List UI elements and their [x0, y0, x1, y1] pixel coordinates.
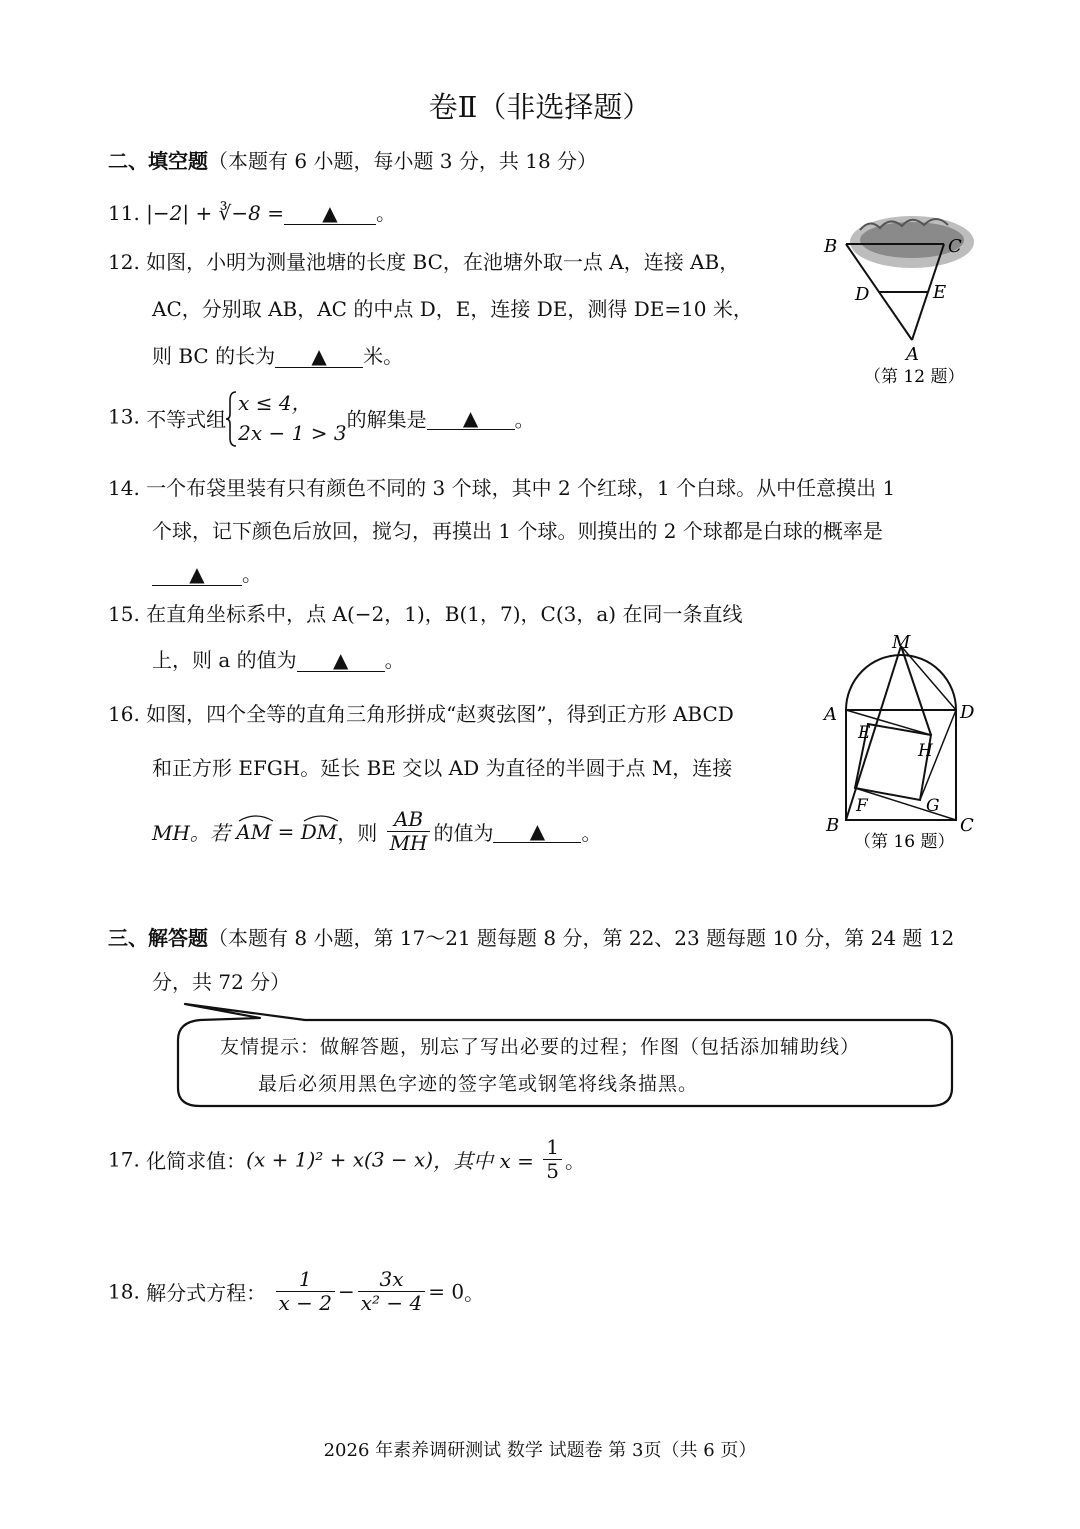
q16-fraction — [387, 808, 431, 855]
q16-text-3: MH。若 — [152, 821, 230, 845]
label-m: M — [892, 632, 911, 653]
fraction-numerator: 1 — [276, 1268, 335, 1292]
figure-16-zhao-shuang-diagram — [818, 628, 986, 858]
line-md — [901, 646, 956, 710]
question-15-line2 — [152, 644, 405, 673]
q15-number: 15. — [108, 602, 140, 626]
q12-unit: 米。 — [363, 344, 404, 368]
label-e: E — [933, 282, 947, 303]
label-b: B — [826, 815, 840, 836]
fraction-numerator: 3x — [358, 1268, 426, 1292]
q12-number: 12. — [108, 250, 140, 274]
q18-fraction-1 — [276, 1268, 335, 1315]
label-h: H — [918, 741, 933, 761]
question-18 — [108, 1268, 484, 1315]
q18-end: 。 — [464, 1281, 485, 1305]
label-e: E — [858, 723, 871, 743]
q18-pre: 解分式方程： — [146, 1281, 267, 1305]
q12-text-3: 则 BC 的长为 — [152, 344, 276, 368]
q13-end: 。 — [514, 407, 535, 432]
semicircle-arc — [846, 655, 956, 710]
q16-number: 16. — [108, 702, 140, 726]
label-g: G — [926, 796, 940, 816]
q16-equals: = — [277, 819, 295, 844]
q18-minus: − — [338, 1279, 355, 1304]
q15-text-1: 在直角坐标系中，点 A(−2，1)，B(1，7)，C(3，a) 在同一条直线 — [146, 602, 743, 626]
label-d: D — [855, 284, 870, 305]
line-cf — [855, 788, 956, 820]
figure-12-caption: （第 12 题） — [864, 367, 965, 387]
label-c: C — [948, 236, 962, 257]
q13-post: 的解集是 — [346, 407, 427, 432]
question-15-line1 — [108, 598, 742, 627]
section-2-note: （本题有 6 小题，每小题 3 分，共 18 分） — [208, 149, 598, 173]
section-2-label: 二、填空题 — [108, 149, 208, 173]
q17-end: 。 — [564, 1149, 585, 1173]
q11-expression: |−2| + ∛−8 = — [146, 201, 284, 225]
q14-end: 。 — [242, 562, 262, 586]
fraction-numerator: 1 — [543, 1136, 562, 1160]
q17-number: 17. — [108, 1147, 140, 1172]
q13-system — [226, 388, 346, 448]
section-2-heading — [108, 145, 597, 174]
page-title: 卷Ⅱ（非选择题） — [428, 90, 652, 124]
q14-text-1: 一个布袋里装有只有颜色不同的 3 个球，其中 2 个红球，1 个白球。从中任意摸出 1 — [146, 476, 896, 500]
q13-answer-blank[interactable]: ▲ — [427, 407, 515, 430]
q14-text-2: 个球，记下颜色后放回，搅匀，再摸出 1 个球。则摸出的 2 个球都是白球的概率是 — [152, 519, 883, 543]
q14-number: 14. — [108, 476, 140, 500]
label-d: D — [960, 702, 975, 723]
section-3-note-1: （本题有 8 小题，第 17～21 题每题 8 分，第 22、23 题每题 10 分，第 24 题 12 — [208, 926, 955, 950]
section-3-note-2: 分，共 72 分） — [152, 970, 291, 994]
q13-pre: 不等式组 — [146, 407, 227, 432]
arc-dm-label: DM — [300, 819, 338, 844]
q13-number: 13. — [108, 404, 140, 429]
label-a: A — [824, 704, 837, 725]
q18-fraction-2 — [358, 1268, 426, 1315]
question-16-line1 — [108, 698, 734, 727]
figure-12-pond-diagram — [820, 200, 980, 390]
q12-text-1: 如图，小明为测量池塘的长度 BC，在池塘外取一点 A，连接 AB， — [146, 250, 740, 274]
q11-number: 11. — [108, 201, 140, 225]
q16-mid-text: ，则 — [337, 821, 378, 845]
q15-text-2: 上，则 a 的值为 — [152, 648, 297, 672]
arc-dm — [301, 820, 338, 844]
q16-text-2: 和正方形 EFGH。延长 BE 交以 AD 为直径的半圆于点 M，连接 — [152, 756, 733, 780]
fraction-numerator: AB — [387, 808, 431, 832]
q17-expression: (x + 1)² + x(3 − x) — [246, 1147, 434, 1172]
arc-am-label: AM — [236, 819, 272, 844]
fraction-denominator: 5 — [546, 1159, 559, 1183]
q15-answer-blank[interactable]: ▲ — [297, 649, 385, 672]
q18-rhs: = 0 — [428, 1279, 465, 1304]
q13-row-2: 2x − 1 > 3 — [238, 421, 347, 445]
q11-answer-blank[interactable]: ▲ — [284, 202, 376, 225]
arc-am — [236, 820, 271, 844]
q14-answer-blank[interactable]: ▲ — [152, 563, 242, 586]
q13-row-1: x ≤ 4， — [238, 391, 312, 415]
section-3-label: 三、解答题 — [108, 926, 208, 950]
q16-post-text: 的值为 — [433, 821, 494, 845]
q17-mid: ，其中 x = — [433, 1149, 534, 1173]
question-16-line3 — [152, 808, 601, 855]
label-f: F — [856, 796, 868, 816]
page-footer: 2026 年素养调研测试 数学 试题卷 第 3页（共 6 页） — [323, 1440, 757, 1461]
arc-mark-icon — [303, 814, 339, 822]
q12-answer-blank[interactable]: ▲ — [275, 345, 363, 368]
q16-answer-blank[interactable]: ▲ — [493, 820, 581, 843]
q11-end: 。 — [375, 201, 396, 225]
q16-text-1: 如图，四个全等的直角三角形拼成“赵爽弦图”，得到正方形 ABCD — [146, 702, 734, 726]
question-12-line1 — [108, 246, 739, 275]
q18-number: 18. — [108, 1279, 140, 1304]
tip-line-1: 友情提示：做解答题，别忘了写出必要的过程；作图（包括添加辅助线） — [220, 1036, 861, 1058]
left-brace-icon — [226, 390, 238, 448]
question-17 — [108, 1136, 585, 1183]
label-c: C — [960, 815, 974, 836]
fraction-denominator: x − 2 — [278, 1291, 333, 1315]
q17-pre: 化简求值： — [146, 1149, 247, 1173]
q12-text-2: AC，分别取 AB，AC 的中点 D，E，连接 DE，测得 DE=10 米， — [152, 297, 753, 321]
label-b: B — [824, 236, 838, 257]
label-a: A — [906, 344, 919, 365]
question-14-line1 — [108, 472, 895, 501]
tip-line-2: 最后必须用黑色字迹的签字笔或钢笔将线条描黑。 — [258, 1073, 699, 1095]
q17-fraction — [543, 1136, 562, 1183]
question-11 — [108, 197, 396, 226]
q16-end: 。 — [581, 821, 602, 845]
section-3-heading — [108, 922, 954, 951]
line-mh — [901, 646, 931, 735]
fraction-denominator: x² − 4 — [360, 1291, 423, 1315]
arc-mark-icon — [238, 814, 274, 822]
question-12-line3 — [152, 340, 403, 369]
figure-16-caption: （第 16 题） — [854, 832, 955, 852]
question-14-line3 — [152, 558, 262, 587]
question-13 — [108, 388, 535, 448]
fraction-denominator: MH — [389, 831, 428, 855]
q15-end: 。 — [384, 648, 405, 672]
